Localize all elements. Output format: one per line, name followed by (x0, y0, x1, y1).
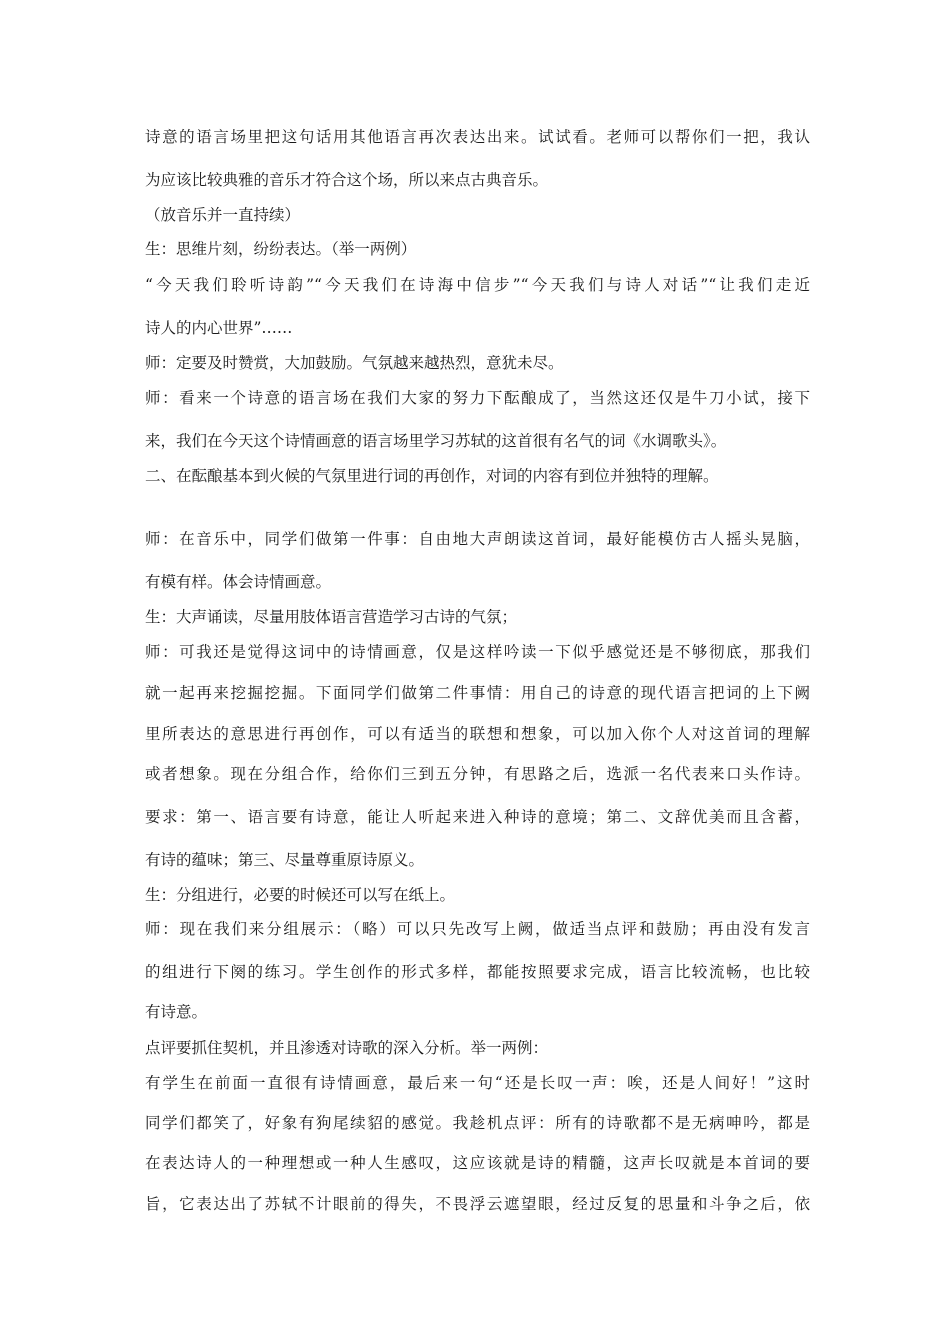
text-line: 旨，它表达出了苏轼不计眼前的得失，不畏浮云遮望眼，经过反复的思量和斗争之后，依 (145, 1195, 810, 1213)
text-line: 生：分组进行，必要的时候还可以写在纸上。 (145, 886, 456, 904)
text-line: 要求：第一、语言要有诗意，能让人听起来进入种诗的意境；第二、文辞优美而且含蓄， (145, 808, 810, 826)
text-line: 为应该比较典雅的音乐才符合这个场，所以来点古典音乐。 (145, 171, 549, 189)
text-line: 有诗的蕴味；第三、尽量尊重原诗原义。 (145, 851, 425, 869)
text-line: 诗人的内心世界”…… (145, 319, 293, 337)
text-line: 有学生在前面一直很有诗情画意，最后来一句“还是长叹一声：唉，还是人间好！”这时 (145, 1074, 810, 1092)
text-line: 师：现在我们来分组展示：（略）可以只先改写上阙，做适当点评和鼓励；再由没有发言 (145, 920, 810, 938)
text-line: 师：看来一个诗意的语言场在我们大家的努力下酝酿成了，当然这还仅是牛刀小试，接下 (145, 389, 810, 407)
text-line: 在表达诗人的一种理想或一种人生感叹，这应该就是诗的精髓，这声长叹就是本首词的要 (145, 1154, 810, 1172)
text-line: 或者想象。现在分组合作，给你们三到五分钟，有思路之后，选派一名代表来口头作诗。 (145, 765, 810, 783)
text-line: 生：大声诵读，尽量用肢体语言营造学习古诗的气氛； (145, 608, 518, 626)
text-line: 诗意的语言场里把这句话用其他语言再次表达出来。试试看。老师可以帮你们一把，我认 (145, 128, 810, 146)
text-line: 就一起再来挖掘挖掘。下面同学们做第二件事情：用自己的诗意的现代语言把词的上下阙 (145, 684, 810, 702)
text-line: 师：定要及时赞赏，大加鼓励。气氛越来越热烈，意犹未尽。 (145, 354, 564, 372)
text-line: （放音乐并一直持续） (145, 206, 301, 224)
text-line: 生：思维片刻，纷纷表达。（举一两例） (145, 240, 417, 258)
text-line: 师：在音乐中，同学们做第一件事：自由地大声朗读这首词，最好能模仿古人摇头晃脑， (145, 530, 810, 548)
text-line: 有诗意。 (145, 1003, 208, 1021)
text-line: 里所表达的意思进行再创作，可以有适当的联想和想象，可以加入你个人对这首词的理解 (145, 725, 810, 743)
text-line: 师：可我还是觉得这词中的诗情画意，仅是这样吟读一下似乎感觉还是不够彻底，那我们 (145, 643, 810, 661)
text-line: “今天我们聆听诗韵”“今天我们在诗海中信步”“今天我们与诗人对话”“让我们走近 (145, 276, 810, 294)
text-line: 同学们都笑了，好象有狗尾续貂的感觉。我趁机点评：所有的诗歌都不是无病呻吟，都是 (145, 1114, 810, 1132)
text-line: 的组进行下阕的练习。学生创作的形式多样，都能按照要求完成，语言比较流畅，也比较 (145, 963, 810, 981)
text-line: 有模有样。体会诗情画意。 (145, 573, 332, 591)
text-line: 二、在酝酿基本到火候的气氛里进行词的再创作，对词的内容有到位并独特的理解。 (145, 467, 719, 485)
text-line: 点评要抓住契机，并且渗透对诗歌的深入分析。举一两例： (145, 1039, 549, 1057)
text-line: 来，我们在今天这个诗情画意的语言场里学习苏轼的这首很有名气的词《水调歌头》。 (145, 432, 727, 450)
